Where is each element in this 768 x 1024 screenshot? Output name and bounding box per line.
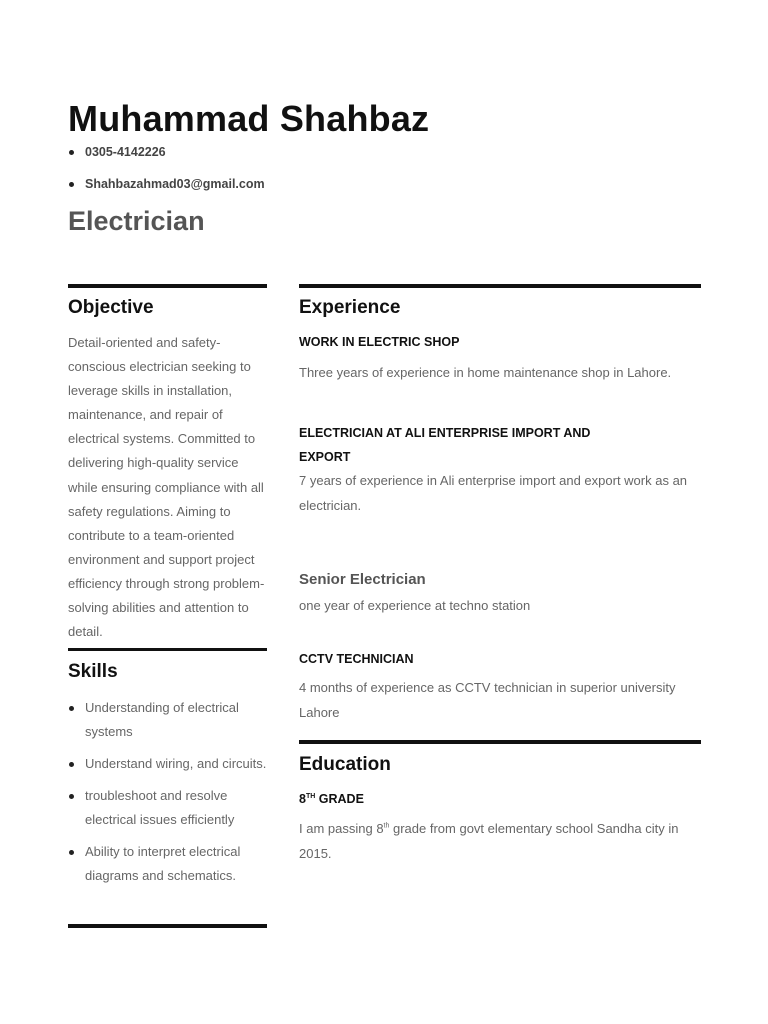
job-title: Electrician — [68, 206, 205, 236]
skills-divider — [68, 648, 267, 651]
skills-heading: Skills — [68, 661, 118, 682]
experience-description: 7 years of experience in Ali enterprise import and export work as an electrician. — [299, 473, 688, 513]
education-description — [299, 817, 699, 866]
left-column-end-divider — [68, 924, 267, 928]
experience-description: 4 months of experience as CCTV technician in superior university Lahore — [299, 680, 676, 720]
education-title-number: 8 — [299, 792, 306, 806]
experience-divider — [299, 284, 701, 288]
education-heading: Education — [299, 754, 391, 775]
experience-description: Three years of experience in home maintenance shop in Lahore. — [299, 365, 672, 380]
experience-title: CCTV TECHNICIAN — [299, 652, 414, 666]
education-title-ordinal: TH — [305, 792, 316, 800]
skill-item: troubleshoot and resolve electrical issues efficiently — [68, 784, 268, 832]
experience-description: one year of experience at techno station — [299, 598, 531, 613]
education-desc-end: grade from govt elementary school Sandha city in 2015. — [299, 821, 679, 861]
education-title — [299, 788, 629, 812]
objective-heading: Objective — [68, 297, 154, 318]
education-desc-ordinal: th — [383, 822, 390, 830]
experience-title: ELECTRICIAN AT ALI ENTERPRISE IMPORT AND EXPORT — [299, 426, 591, 464]
email-address: Shahbazahmad03@gmail.com — [68, 175, 265, 207]
skill-item: Understanding of electrical systems — [68, 696, 268, 744]
objective-text: Detail-oriented and safety-conscious electrician seeking to leverage skills in installation, maintenance, and repair of electrical systems. Committed to delivering high-quality service while ensuring compliance with all safety regulations. Aiming to contribute to a team-oriented environment and support project efficiency through strong problem-solving abilities and attention to detail. — [68, 335, 265, 640]
candidate-name: Muhammad Shahbaz — [68, 98, 430, 139]
objective-divider — [68, 284, 267, 288]
skills-list — [68, 696, 268, 896]
contact-list — [68, 143, 265, 207]
experience-title: WORK IN ELECTRIC SHOP — [299, 335, 460, 349]
experience-heading: Experience — [299, 297, 401, 318]
education-desc-start: I am passing 8 — [299, 821, 384, 836]
skill-item: Ability to interpret electrical diagrams and schematics. — [68, 840, 268, 888]
education-divider — [299, 740, 701, 744]
phone-number: 0305-4142226 — [68, 143, 265, 175]
education-title-grade: GRADE — [315, 792, 364, 806]
skill-item: Understand wiring, and circuits. — [68, 752, 268, 776]
experience-title: Senior Electrician — [299, 571, 426, 588]
